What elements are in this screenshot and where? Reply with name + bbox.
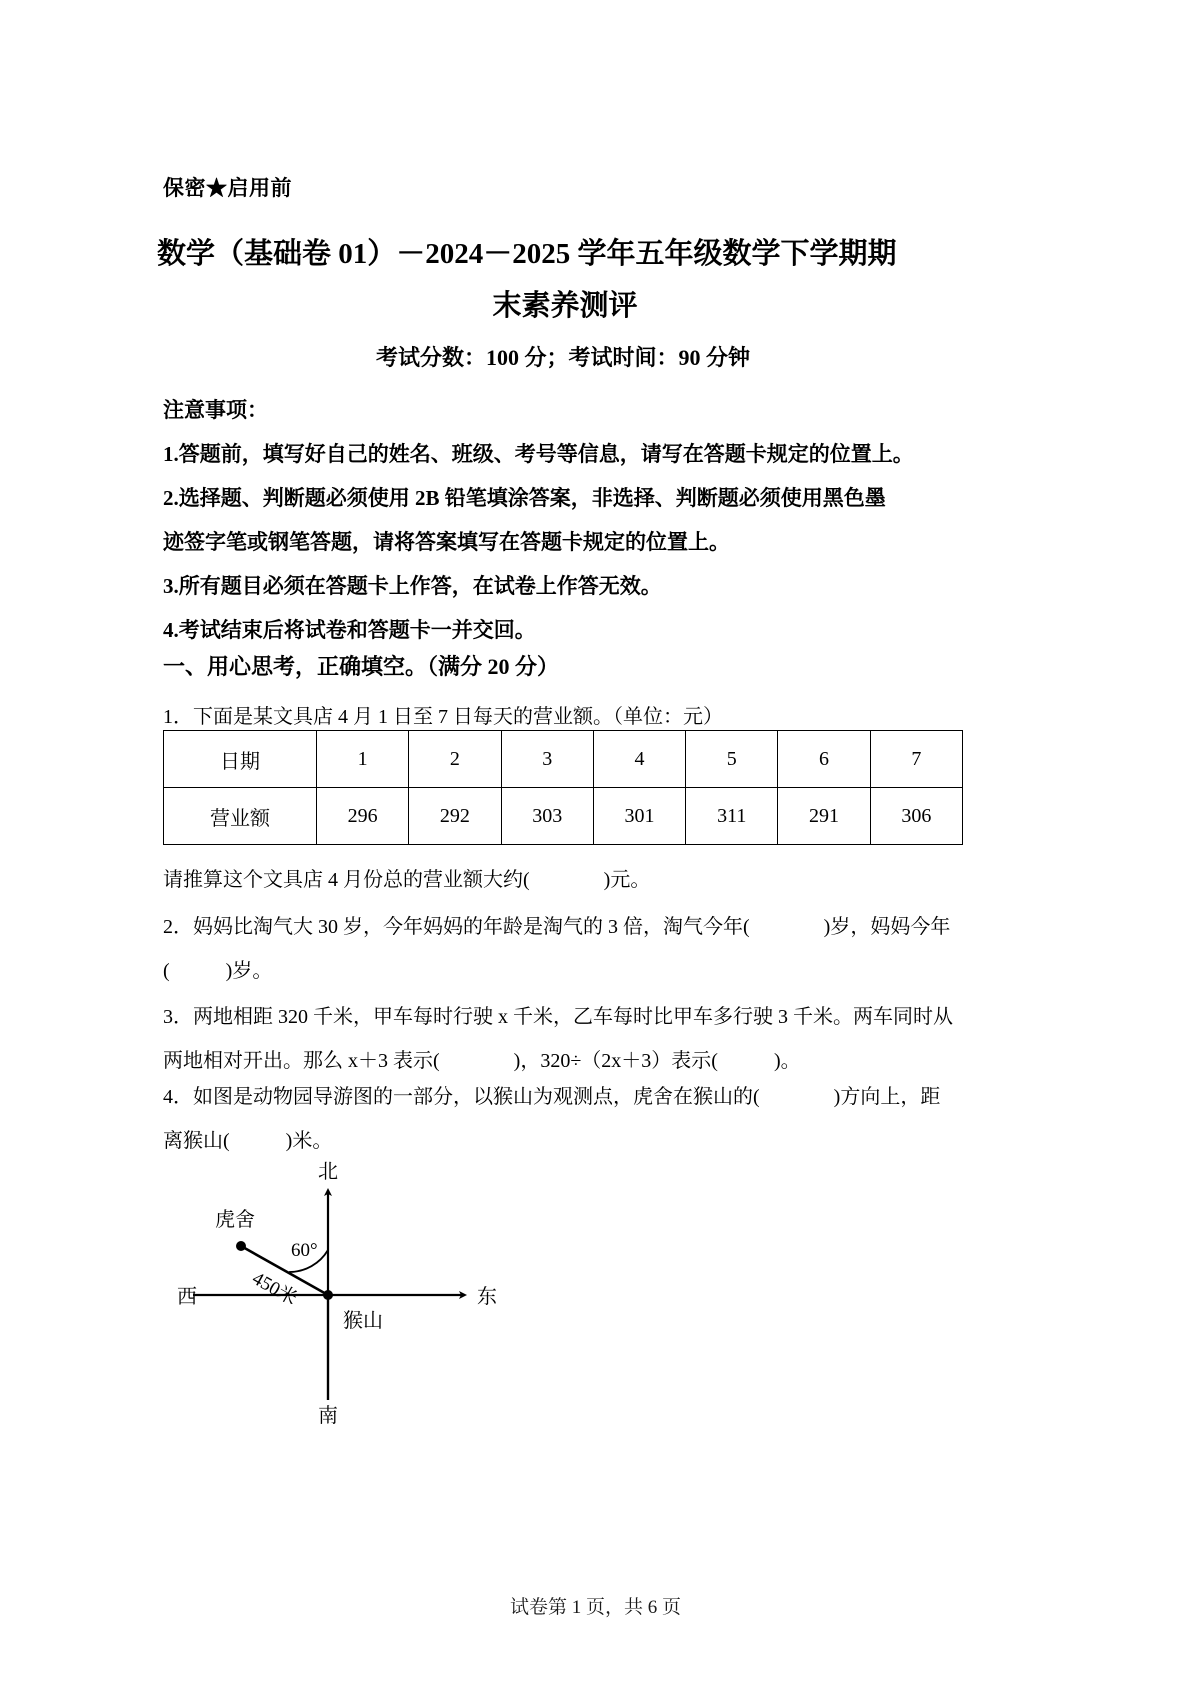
secret-notice: 保密★启用前 [163, 176, 292, 200]
table-cell-amount-4: 301 [593, 788, 685, 845]
question-3 [163, 995, 965, 1083]
question-2-line2 [163, 949, 965, 993]
question-2-line1-a: 2．妈妈比淘气大 30 岁，今年妈妈的年龄是淘气的 3 倍，淘气今年( [163, 916, 750, 938]
question-4-line1-b: )方向上，距 [833, 1086, 941, 1108]
table-cell-date-7: 7 [870, 731, 962, 788]
question-3-line2-c: )。 [773, 1050, 801, 1072]
note-item-2b: 迹签字笔或钢笔答题，请将答案填写在答题卡规定的位置上。 [163, 530, 730, 554]
angle-label: 60° [291, 1240, 318, 1261]
table-row-amounts [164, 788, 963, 845]
score-time-line: 考试分数：100 分；考试时间：90 分钟 [375, 345, 750, 370]
tiger-house-point [236, 1241, 246, 1251]
question-1-tail-before: 请推算这个文具店 4 月份总的营业额大约( [163, 869, 530, 891]
table-cell-date-3: 3 [501, 731, 593, 788]
notes-heading: 注意事项： [163, 398, 268, 422]
note-item-1: 1.答题前，填写好自己的姓名、班级、考号等信息，请写在答题卡规定的位置上。 [163, 442, 914, 466]
note-item-4: 4.考试结束后将试卷和答题卡一并交回。 [163, 618, 536, 642]
table-cell-amount-3: 303 [501, 788, 593, 845]
question-2-line1-b: )岁，妈妈今年 [823, 916, 951, 938]
page-title-line1: 数学（基础卷 01）－2024－2025 学年五年级数学下学期期 [157, 238, 897, 270]
table-cell-date-6: 6 [778, 731, 870, 788]
note-item-3: 3.所有题目必须在答题卡上作答，在试卷上作答无效。 [163, 574, 662, 598]
question-1-tail [163, 858, 965, 902]
question-4-line1-a: 4．如图是动物园导游图的一部分，以猴山为观测点，虎舍在猴山的( [163, 1086, 760, 1108]
note-item-2a: 2.选择题、判断题必须使用 2B 铅笔填涂答案，非选择、判断题必须使用黑色墨 [163, 486, 886, 510]
north-label: 北 [318, 1161, 338, 1183]
question-2-line1 [163, 905, 965, 949]
question-2 [163, 905, 965, 993]
section-heading-fill-in-blanks: 一、用心思考，正确填空。（满分 20 分） [163, 654, 560, 679]
west-label: 西 [177, 1286, 197, 1308]
table-cell-date-5: 5 [686, 731, 778, 788]
table-cell-amount-6: 291 [778, 788, 870, 845]
table-cell-date-4: 4 [593, 731, 685, 788]
tiger-house-label: 虎舍 [215, 1209, 255, 1231]
table-cell-amount-7: 306 [870, 788, 962, 845]
compass-direction-figure [173, 1150, 593, 1440]
question-1-tail-after: )元。 [603, 869, 651, 891]
question-2-line2-a: ( [163, 960, 170, 982]
east-label: 东 [477, 1286, 497, 1308]
page-title-line2: 末素养测评 [492, 290, 638, 322]
question-3-line2-a: 两地相对开出。那么 x＋3 表示( [163, 1050, 440, 1072]
question-1-stem: 1．下面是某文具店 4 月 1 日至 7 日每天的营业额。（单位：元） [163, 706, 723, 728]
south-label: 南 [318, 1405, 338, 1427]
table-cell-amount-5: 311 [686, 788, 778, 845]
table-row-dates [164, 731, 963, 788]
table-cell-amount-2: 292 [409, 788, 501, 845]
monkey-hill-point [323, 1290, 333, 1300]
table-header-amount: 营业额 [164, 788, 317, 845]
question-3-line1: 3．两地相距 320 千米，甲车每时行驶 x 千米，乙车每时比甲车多行驶 3 千米。两车同时从 [163, 1006, 953, 1028]
question-4-line2-a: 离猴山( [163, 1130, 230, 1152]
exam-notes [163, 388, 965, 652]
table-cell-date-2: 2 [409, 731, 501, 788]
table-cell-date-1: 1 [317, 731, 409, 788]
question-4-line1 [163, 1075, 965, 1119]
sales-table [163, 730, 963, 845]
page-title [155, 228, 975, 332]
question-3-line2-b: )，320÷（2x＋3）表示( [513, 1050, 718, 1072]
question-4-line2-b: )米。 [285, 1130, 333, 1152]
table-header-date: 日期 [164, 731, 317, 788]
question-2-line2-b: )岁。 [225, 960, 273, 982]
distance-label: 450米 [248, 1268, 301, 1310]
table-cell-amount-1: 296 [317, 788, 409, 845]
monkey-hill-label: 猴山 [343, 1310, 383, 1332]
page-footer: 试卷第 1 页，共 6 页 [509, 1597, 681, 1618]
